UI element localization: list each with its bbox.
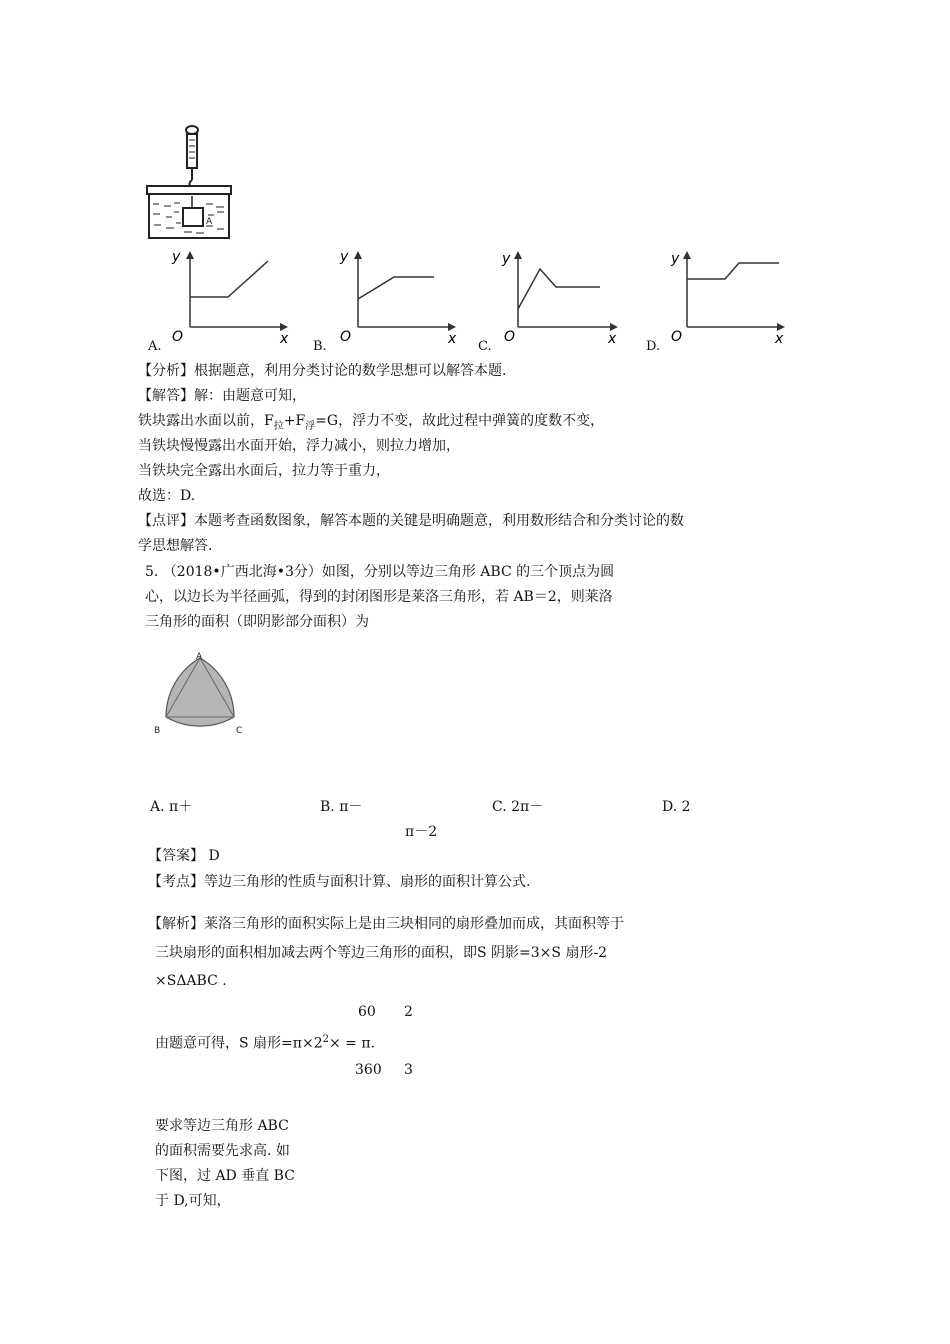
graph-option-c	[500, 245, 625, 345]
x-axis-label: x	[775, 331, 784, 345]
y-axis-label: y	[340, 249, 349, 265]
y-axis-label: y	[502, 251, 511, 267]
option-c-label: C.	[478, 339, 492, 354]
answer-head-text: 【解答】解：由题意可知，	[138, 388, 306, 404]
x-axis-label: x	[608, 331, 617, 345]
solution-line-1	[138, 411, 604, 437]
knowledge-point-text: 【考点】等边三角形的性质与面积计算、扇形的面积计算公式.	[148, 874, 531, 890]
height-line-2: 的面积需要先求高. 如	[155, 1143, 290, 1159]
height-line-1: 要求等边三角形 ABC	[155, 1118, 289, 1134]
graph-line	[190, 261, 268, 297]
origin-label: O	[340, 329, 352, 345]
solution-line-2: 当铁块慢慢露出水面开始，浮力减小，则拉力增加，	[138, 438, 460, 454]
reuleaux-shape	[166, 658, 234, 726]
fraction-denominator-2: 3	[404, 1062, 413, 1078]
option-d-label: D.	[646, 339, 661, 354]
origin-label: O	[671, 329, 683, 345]
line1-part-b: +F	[283, 413, 306, 429]
height-line-4: 于 D,可知，	[155, 1193, 231, 1209]
jiexi-line-3: ×SΔABC .	[155, 973, 227, 989]
line1-part-c: =G，浮力不变，故此过程中弹簧的度数不变，	[315, 413, 605, 429]
graph-option-d	[667, 245, 792, 345]
comment-line-1: 【点评】本题考查函数图象，解答本题的关键是明确题意，利用数形结合和分类讨论的数	[138, 513, 684, 529]
vertex-a-label: A	[196, 652, 203, 662]
subscript-fu: 浮	[305, 420, 316, 432]
formula-lead: 由题意可得，S 扇形=π×2	[155, 1035, 323, 1052]
option-a-label: A.	[148, 339, 162, 354]
formula-tail: × = π.	[329, 1035, 376, 1052]
graph-option-a	[168, 245, 293, 345]
question5-line-1: 5. （2018•广西北海•3分）如图，分别以等边三角形 ABC 的三个顶点为圆	[145, 564, 615, 580]
vertex-b-label: B	[154, 726, 161, 736]
graph-option-b	[336, 245, 461, 345]
question5-option-d-continuation: π－2	[405, 824, 438, 840]
y-axis-label: y	[172, 249, 181, 265]
fraction-numerator-1: 60	[358, 1004, 376, 1020]
y-axis-label: y	[671, 251, 680, 267]
solution-choice: 故选：D.	[138, 488, 196, 504]
jiexi-line-2: 三块扇形的面积相加减去两个等边三角形的面积，即S 阴影=3×S 扇形-2	[155, 945, 608, 961]
x-axis-label: x	[448, 331, 457, 345]
height-line-3: 下图，过 AD 垂直 BC	[155, 1168, 295, 1184]
line1-part-a: 铁块露出水面以前，F	[138, 413, 274, 429]
fraction-numerator-2: 2	[404, 1004, 413, 1020]
solution-line-3: 当铁块完全露出水面后，拉力等于重力，	[138, 463, 390, 479]
graph-line	[687, 263, 779, 279]
option-b-label: B.	[313, 339, 327, 354]
origin-label: O	[504, 329, 516, 345]
subscript-la: 拉	[273, 420, 284, 432]
spring-scale-apparatus	[144, 124, 236, 242]
graph-line	[518, 269, 600, 309]
answer-text: 【答案】 D	[148, 848, 220, 864]
question5-option-c: C. 2π－	[492, 799, 544, 815]
question5-line-3: 三角形的面积（即阴影部分面积）为	[145, 614, 369, 630]
analysis-text: 【分析】根据题意，利用分类讨论的数学思想可以解答本题.	[138, 363, 507, 379]
svg-text:A: A	[206, 217, 213, 227]
fraction-denominator-1: 360	[355, 1062, 382, 1078]
graph-line	[358, 277, 434, 299]
reuleaux-triangle-figure	[150, 650, 250, 740]
question5-line-2: 心，以边长为半径画弧，得到的封闭图形是莱洛三角形，若 AB＝2，则莱洛	[145, 589, 613, 605]
origin-label: O	[172, 329, 184, 345]
formula-line	[155, 1030, 375, 1054]
question5-option-b: B. π－	[320, 799, 363, 815]
comment-line-2: 学思想解答.	[138, 538, 213, 554]
formula-exponent: 2	[322, 1034, 329, 1045]
jiexi-line-1: 【解析】莱洛三角形的面积实际上是由三块相同的扇形叠加而成，其面积等于	[148, 916, 624, 932]
x-axis-label: x	[280, 331, 289, 345]
question5-option-a: A. π＋	[150, 799, 193, 815]
vertex-c-label: C	[236, 726, 243, 736]
question5-option-d: D. 2	[662, 799, 691, 815]
